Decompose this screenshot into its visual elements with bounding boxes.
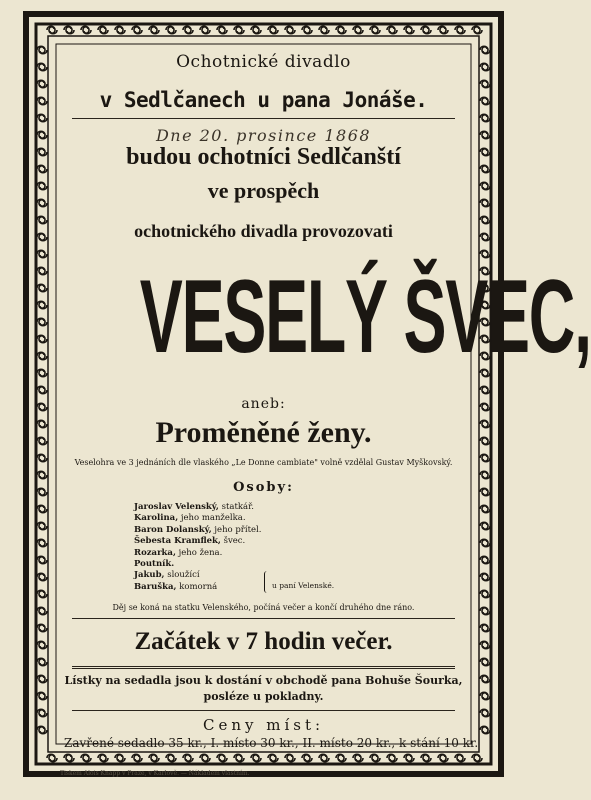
- scroll-ornament: [480, 556, 490, 564]
- scroll-ornament: [37, 624, 47, 632]
- cast-brace: [264, 571, 270, 593]
- cast-role: statkář.: [218, 502, 254, 512]
- cast-name: Jaroslav Velenský,: [134, 502, 219, 512]
- scroll-ornament: [268, 754, 278, 762]
- scroll-ornament: [472, 754, 482, 762]
- scroll-ornament: [480, 641, 490, 649]
- scroll-ornament: [132, 26, 142, 34]
- scroll-ornament: [480, 386, 490, 394]
- play-description: Veselohra ve 3 jednáních dle vlaského „Le Donne cambiate" volně vzdělal Gustav Myškovský.: [74, 458, 453, 467]
- tickets-line-2: posléze u pokladny.: [203, 690, 324, 703]
- cast-row: [134, 582, 261, 593]
- scroll-ornament: [480, 46, 490, 54]
- scroll-ornament: [115, 26, 125, 34]
- play-title: VESELÝ ŠVEC,: [139, 259, 591, 375]
- scroll-ornament: [387, 754, 397, 762]
- theatre-name: Ochotnické divadlo: [176, 52, 351, 72]
- scroll-ornament: [37, 199, 47, 207]
- scroll-ornament: [37, 165, 47, 173]
- intro-line-3: ochotnického divadla provozovati: [134, 221, 393, 241]
- scroll-ornament: [353, 754, 363, 762]
- cast-name: Rozarka,: [134, 547, 176, 558]
- scroll-ornament: [183, 754, 193, 762]
- divider: [72, 618, 455, 619]
- cast-row: [134, 536, 261, 547]
- scroll-ornament: [285, 26, 295, 34]
- scroll-ornament: [200, 754, 210, 762]
- divider: [72, 118, 455, 119]
- scroll-ornament: [480, 522, 490, 530]
- cast-row: [134, 513, 261, 524]
- poster: [22, 10, 591, 778]
- scroll-ornament: [37, 454, 47, 462]
- scroll-ornament: [37, 318, 47, 326]
- scroll-ornament: [480, 539, 490, 547]
- scroll-ornament: [37, 97, 47, 105]
- scroll-ornament: [98, 754, 108, 762]
- scroll-ornament: [251, 754, 261, 762]
- scroll-ornament: [37, 471, 47, 479]
- scroll-ornament: [217, 754, 227, 762]
- scroll-ornament: [480, 692, 490, 700]
- scroll-ornament: [37, 556, 47, 564]
- scroll-ornament: [421, 26, 431, 34]
- scroll-ornament: [37, 726, 47, 734]
- divider: [72, 666, 455, 669]
- scroll-ornament: [421, 754, 431, 762]
- scroll-ornament: [438, 26, 448, 34]
- scroll-ornament: [37, 522, 47, 530]
- scroll-ornament: [132, 754, 142, 762]
- intro-line-2: ve prospěch: [207, 178, 320, 203]
- scroll-ornament: [149, 26, 159, 34]
- scroll-ornament: [370, 754, 380, 762]
- scroll-ornament: [438, 754, 448, 762]
- scroll-ornament: [37, 250, 47, 258]
- start-time: Začátek v 7 hodin večer.: [134, 628, 393, 655]
- cast-name: Poutník.: [134, 559, 175, 570]
- scroll-ornament: [37, 403, 47, 411]
- scroll-ornament: [37, 46, 47, 54]
- scroll-ornament: [268, 26, 278, 34]
- scroll-ornament: [480, 471, 490, 479]
- scroll-ornament: [37, 692, 47, 700]
- scroll-ornament: [37, 301, 47, 309]
- cast-list: [134, 502, 261, 593]
- scroll-ornament: [336, 754, 346, 762]
- scroll-ornament: [37, 131, 47, 139]
- scroll-ornament: [480, 97, 490, 105]
- scroll-ornament: [37, 335, 47, 343]
- scroll-ornament: [37, 233, 47, 241]
- cast-row: [134, 559, 261, 570]
- cast-row: [134, 548, 261, 559]
- scroll-ornament: [353, 26, 363, 34]
- cast-row: [134, 570, 261, 581]
- scroll-ornament: [480, 726, 490, 734]
- scroll-ornament: [302, 754, 312, 762]
- scroll-ornament: [480, 148, 490, 156]
- prices-list: Zavřené sedadlo 35 kr., I. místo 30 kr., II. místo 20 kr., k stání 10 kr.: [64, 736, 479, 750]
- scroll-ornament: [404, 26, 414, 34]
- prices-heading: Ceny míst:: [202, 716, 325, 734]
- aneb-label: aneb:: [241, 396, 286, 412]
- divider: [72, 710, 455, 711]
- scroll-ornament: [480, 607, 490, 615]
- scroll-ornament: [480, 624, 490, 632]
- scroll-ornament: [455, 26, 465, 34]
- scroll-ornament: [217, 26, 227, 34]
- scroll-ornament: [37, 267, 47, 275]
- scroll-ornament: [64, 26, 74, 34]
- theatre-location: v Sedlčanech u pana Jonáše.: [99, 88, 428, 112]
- scroll-ornament: [37, 590, 47, 598]
- scroll-ornament: [37, 216, 47, 224]
- scroll-ornament: [480, 437, 490, 445]
- scroll-ornament: [64, 754, 74, 762]
- cast-role: jeho žena.: [175, 547, 223, 558]
- scroll-ornament: [234, 754, 244, 762]
- scroll-ornament: [480, 675, 490, 683]
- scene-note: Děj se koná na statku Velenského, počíná večer a končí druhého dne ráno.: [112, 603, 415, 612]
- scroll-ornament: [480, 250, 490, 258]
- scroll-ornament: [319, 754, 329, 762]
- scroll-ornament: [200, 26, 210, 34]
- poster-content: [64, 46, 591, 750]
- scroll-ornament: [480, 573, 490, 581]
- scroll-ornament: [387, 26, 397, 34]
- scroll-ornament: [37, 148, 47, 156]
- cast-role: jeho manželka.: [178, 513, 246, 524]
- scroll-ornament: [37, 352, 47, 360]
- scroll-ornament: [81, 26, 91, 34]
- cast-name: Baruška,: [134, 581, 177, 592]
- cast-row: [134, 502, 261, 513]
- scroll-ornament: [455, 754, 465, 762]
- play-subtitle: Proměněné ženy.: [155, 416, 372, 449]
- scroll-ornament: [81, 754, 91, 762]
- scroll-ornament: [37, 607, 47, 615]
- scroll-ornament: [37, 114, 47, 122]
- scroll-ornament: [480, 233, 490, 241]
- scroll-ornament: [37, 369, 47, 377]
- cast-heading: Osoby:: [233, 480, 294, 495]
- scroll-ornament: [480, 658, 490, 666]
- scroll-ornament: [37, 284, 47, 292]
- cast-role: komorná: [176, 581, 218, 592]
- scroll-ornament: [480, 709, 490, 717]
- scroll-ornament: [480, 216, 490, 224]
- scroll-ornament: [37, 573, 47, 581]
- scroll-ornament: [37, 437, 47, 445]
- performance-date: Dne 20. prosince 1868: [155, 126, 372, 145]
- scroll-ornament: [37, 505, 47, 513]
- scroll-ornament: [115, 754, 125, 762]
- cast-name: Karolina,: [134, 513, 179, 524]
- cast-role: jeho přítel.: [211, 524, 262, 535]
- scroll-ornament: [37, 641, 47, 649]
- scroll-ornament: [480, 454, 490, 462]
- scroll-ornament: [98, 26, 108, 34]
- scroll-ornament: [37, 63, 47, 71]
- scroll-ornament: [47, 754, 57, 762]
- printer-footer: Tiskem Alois Knapp v Praze, v Karlově. — Nákladem vlastním.: [60, 770, 250, 777]
- scroll-ornament: [234, 26, 244, 34]
- scroll-ornament: [480, 165, 490, 173]
- scroll-ornament: [404, 754, 414, 762]
- scroll-ornament: [480, 80, 490, 88]
- scroll-ornament: [480, 131, 490, 139]
- scroll-ornament: [37, 420, 47, 428]
- scroll-ornament: [37, 675, 47, 683]
- scroll-ornament: [285, 754, 295, 762]
- cast-name: Šebesta Kramflek,: [134, 536, 221, 547]
- scroll-ornament: [480, 590, 490, 598]
- scroll-ornament: [480, 114, 490, 122]
- cast-role: sloužící: [164, 570, 200, 581]
- scroll-ornament: [302, 26, 312, 34]
- scroll-ornament: [37, 658, 47, 666]
- scroll-ornament: [37, 182, 47, 190]
- scroll-ornament: [480, 505, 490, 513]
- scroll-ornament: [37, 539, 47, 547]
- scroll-ornament: [47, 26, 57, 34]
- scroll-ornament: [480, 488, 490, 496]
- cast-row: [134, 525, 261, 536]
- cast-brace-note: u paní Velenské.: [272, 581, 335, 590]
- scroll-ornament: [319, 26, 329, 34]
- scroll-ornament: [37, 386, 47, 394]
- scroll-ornament: [183, 26, 193, 34]
- tickets-line-1: Lístky na sedadla jsou k dostání v obchodě pana Bohuše Šourka,: [64, 674, 463, 687]
- intro-line-1: budou ochotníci Sedlčanští: [126, 144, 401, 170]
- scroll-ornament: [37, 709, 47, 717]
- cast-name: Jakub,: [134, 570, 165, 581]
- cast-role: švec.: [220, 536, 246, 547]
- scroll-ornament: [472, 26, 482, 34]
- scroll-ornament: [37, 488, 47, 496]
- scroll-ornament: [480, 63, 490, 71]
- cast-name: Baron Dolanský,: [134, 524, 212, 535]
- scroll-ornament: [336, 26, 346, 34]
- scroll-ornament: [149, 754, 159, 762]
- scroll-ornament: [166, 26, 176, 34]
- scroll-ornament: [166, 754, 176, 762]
- scroll-ornament: [480, 420, 490, 428]
- scroll-ornament: [37, 80, 47, 88]
- scroll-ornament: [251, 26, 261, 34]
- scroll-ornament: [370, 26, 380, 34]
- scroll-ornament: [480, 199, 490, 207]
- scroll-ornament: [480, 403, 490, 411]
- scroll-ornament: [480, 182, 490, 190]
